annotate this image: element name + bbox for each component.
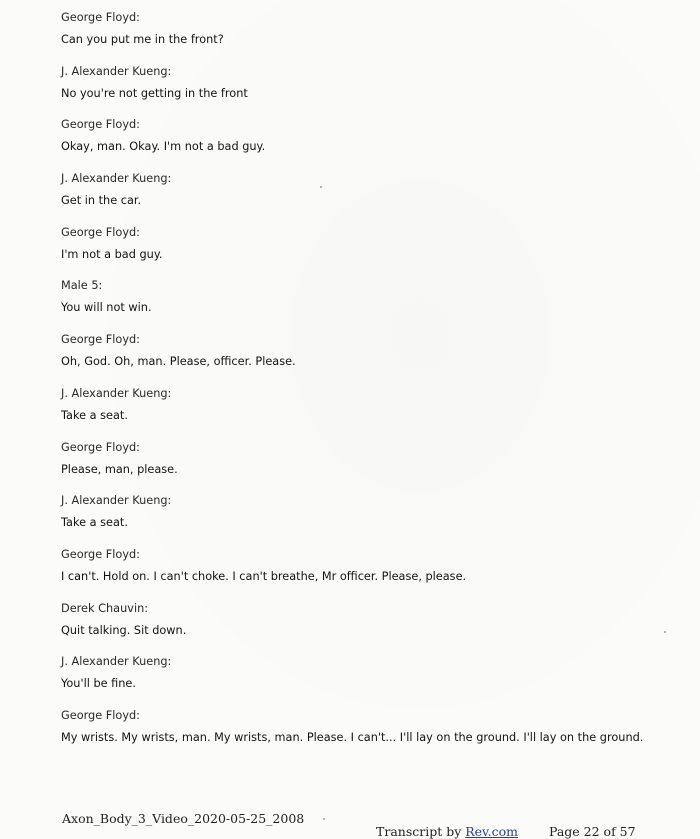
- scan-speck: [664, 631, 666, 633]
- speaker-name: J. Alexander Kueng:: [61, 64, 172, 78]
- speaker-name: George Floyd:: [61, 708, 140, 722]
- transcript-body: [61, 9, 681, 761]
- speaker-name: J. Alexander Kueng:: [61, 172, 172, 186]
- spoken-line: You'll be fine.: [61, 677, 136, 691]
- page-number: Page 22 of 57: [549, 824, 636, 839]
- transcript-entry: [61, 546, 681, 600]
- speaker-name: Male 5:: [61, 279, 103, 293]
- transcript-entry: [61, 224, 681, 278]
- scan-speck: [323, 818, 325, 820]
- transcript-entry: [61, 707, 681, 761]
- spoken-line: Take a seat.: [61, 408, 128, 422]
- transcript-entry: [61, 170, 681, 224]
- speaker-name: George Floyd:: [61, 440, 140, 454]
- spoken-line: Please, man, please.: [61, 462, 178, 476]
- spoken-line: Can you put me in the front?: [61, 33, 224, 46]
- transcript-entry: [61, 9, 681, 63]
- spoken-line: You will not win.: [61, 301, 152, 315]
- transcript-entry: [61, 63, 681, 117]
- speaker-name: J. Alexander Kueng:: [61, 655, 172, 669]
- transcript-entry: [61, 653, 681, 707]
- transcript-entry: [61, 439, 681, 493]
- transcript-entry: [61, 331, 681, 385]
- spoken-line: No you're not getting in the front: [61, 86, 248, 100]
- spoken-line: Quit talking. Sit down.: [61, 623, 187, 637]
- rev-link[interactable]: Rev.com: [465, 824, 518, 839]
- scan-speck: [320, 186, 322, 188]
- transcript-entry: [61, 600, 681, 654]
- speaker-name: George Floyd:: [61, 333, 140, 347]
- transcript-entry: [61, 492, 681, 546]
- speaker-name: George Floyd:: [61, 225, 140, 239]
- speaker-name: J. Alexander Kueng:: [61, 386, 172, 400]
- speaker-name: Derek Chauvin:: [61, 601, 149, 615]
- spoken-line: Get in the car.: [61, 194, 142, 208]
- spoken-line: My wrists. My wrists, man. My wrists, man. Please. I can't... I'll lay on the ground. I'll lay on the ground.: [61, 730, 644, 744]
- speaker-name: George Floyd:: [61, 547, 140, 561]
- spoken-line: Oh, God. Oh, man. Please, officer. Please.: [61, 355, 296, 369]
- transcript-entry: [61, 385, 681, 439]
- transcript-entry: [61, 277, 681, 331]
- spoken-line: Take a seat.: [61, 516, 128, 530]
- spoken-line: Okay, man. Okay. I'm not a bad guy.: [61, 140, 266, 154]
- transcript-credit-prefix: Transcript by: [376, 824, 466, 839]
- spoken-line: I'm not a bad guy.: [61, 247, 163, 261]
- footer-transcript-credit: [376, 824, 518, 839]
- speaker-name: George Floyd:: [61, 118, 140, 132]
- spoken-line: I can't. Hold on. I can't choke. I can't breathe, Mr officer. Please, please.: [61, 569, 467, 583]
- transcript-entry: [61, 116, 681, 170]
- footer-file-name: Axon_Body_3_Video_2020-05-25_2008: [62, 811, 305, 826]
- speaker-name: J. Alexander Kueng:: [61, 494, 172, 508]
- speaker-name: George Floyd:: [61, 11, 140, 24]
